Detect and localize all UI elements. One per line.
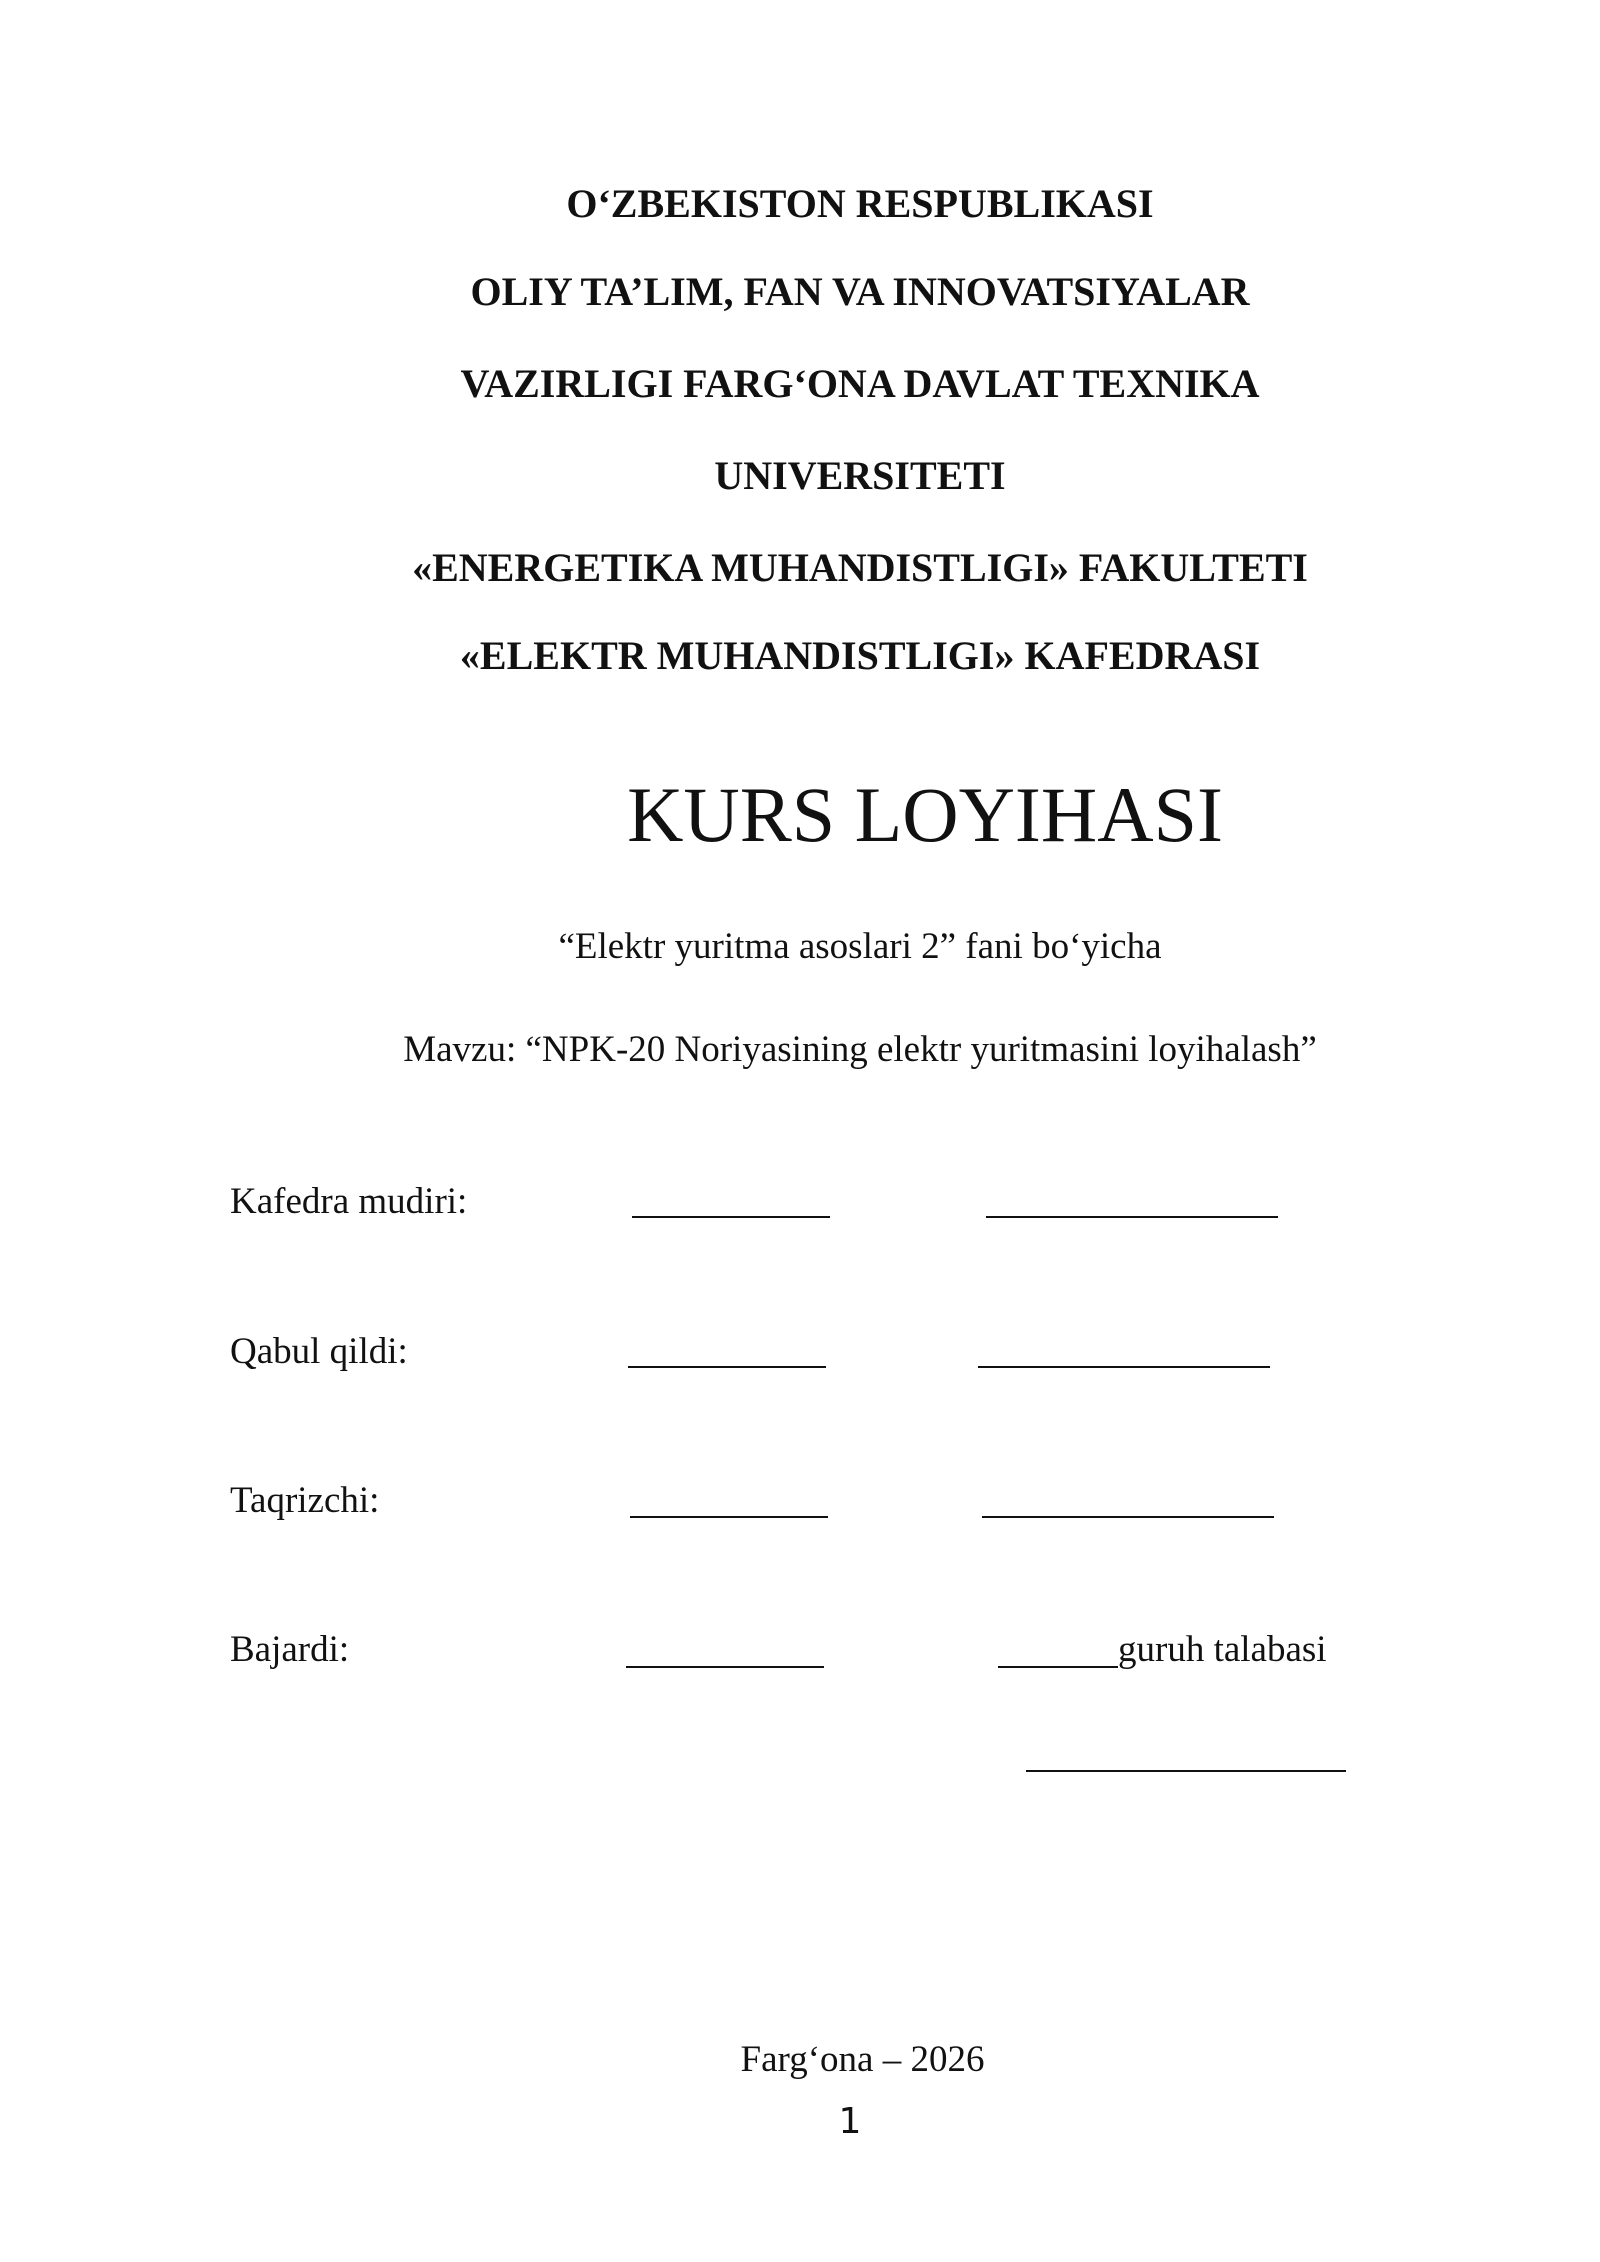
- group-blank: [998, 1666, 1118, 1668]
- page-number: 1: [838, 2101, 862, 2142]
- signature-label-performer: Bajardi:: [230, 1629, 350, 1670]
- name-blank: [986, 1216, 1278, 1218]
- header-line-faculty: «ENERGETIKA MUHANDISTLIGI» FAKULTETI: [412, 545, 1308, 590]
- city-year: Farg‘ona – 2026: [740, 2039, 985, 2080]
- signature-label-head: Kafedra mudiri:: [230, 1181, 468, 1222]
- header-line-university-cont: UNIVERSITETI: [714, 453, 1006, 498]
- signature-label-reviewer: Taqrizchi:: [230, 1480, 380, 1521]
- header-line-university: VAZIRLIGI FARG‘ONA DAVLAT TEXNIKA: [460, 361, 1260, 406]
- signature-blank: [628, 1366, 826, 1368]
- name-blank: [978, 1366, 1270, 1368]
- header-line-country: O‘ZBEKISTON RESPUBLIKASI: [566, 181, 1154, 226]
- signature-blank: [626, 1666, 824, 1668]
- signature-blank: [632, 1216, 830, 1218]
- subject-line: “Elektr yuritma asoslari 2” fani bo‘yicha: [558, 926, 1162, 967]
- signature-blank: [630, 1516, 828, 1518]
- header-line-ministry: OLIY TA’LIM, FAN VA INNOVATSIYALAR: [470, 269, 1250, 314]
- name-blank: [982, 1516, 1274, 1518]
- document-title: KURS LOYIHASI: [627, 771, 1223, 858]
- name-blank: [1026, 1770, 1346, 1772]
- signature-label-accepted: Qabul qildi:: [230, 1331, 408, 1372]
- header-line-department: «ELEKTR MUHANDISTLIGI» KAFEDRASI: [459, 633, 1261, 678]
- group-student-label: guruh talabasi: [1118, 1629, 1327, 1670]
- topic-line: Mavzu: “NPK-20 Noriyasining elektr yuritmasini loyihalash”: [403, 1029, 1317, 1070]
